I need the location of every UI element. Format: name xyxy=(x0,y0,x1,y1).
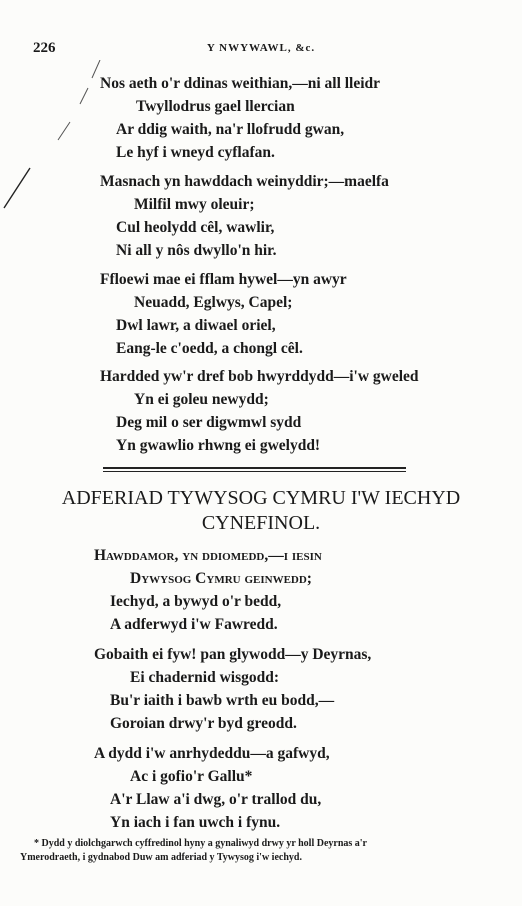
verse-line: Ei chadernid wisgodd: xyxy=(130,669,280,686)
verse-line: Goroian drwy'r byd greodd. xyxy=(110,715,297,732)
verse-line: Neuadd, Eglwys, Capel; xyxy=(134,294,293,311)
verse-line: Bu'r iaith i bawb wrth eu bodd,— xyxy=(110,692,335,709)
verse-line: Deg mil o ser digwmwl sydd xyxy=(116,414,302,431)
poem-title: ADFERIAD TYWYSOG CYMRU I'W IECHYD xyxy=(61,487,461,509)
section-divider xyxy=(103,467,406,469)
verse-line: Cul heolydd cêl, wawlir, xyxy=(116,219,275,236)
verse-line: Iechyd, a bywyd o'r bedd, xyxy=(110,593,282,610)
poem-title-continued: CYNEFINOL. xyxy=(201,512,321,534)
verse-line: Hardded yw'r dref bob hwyrddydd—i'w gweled xyxy=(100,368,419,385)
verse-line: Gobaith ei fyw! pan glywodd—y Deyrnas, xyxy=(94,646,372,663)
running-head: Y NWYWAWL, &c. xyxy=(206,42,316,54)
page-header xyxy=(0,40,522,60)
verse-line: A dydd i'w anrhydeddu—a gafwyd, xyxy=(94,745,330,762)
verse-line: Dywysog Cymru geinwedd; xyxy=(130,570,312,587)
verse-line: Yn ei goleu newydd; xyxy=(134,391,269,408)
footnote-line: * Dydd y diolchgarwch cyffredinol hyny a gynaliwyd drwy yr holl Deyrnas a'r xyxy=(34,838,367,849)
verse-line: Ar ddig waith, na'r llofrudd gwan, xyxy=(116,121,345,138)
verse-line: Ac i gofio'r Gallu* xyxy=(130,768,253,785)
verse-line: A'r Llaw a'i dwg, o'r trallod du, xyxy=(110,791,322,808)
verse-line: Ffloewi mae ei fflam hywel—yn awyr xyxy=(100,271,347,288)
verse-line: Masnach yn hawddach weinyddir;—maelfa xyxy=(100,173,389,190)
verse-line: Yn gwawlio rhwng ei gwelydd! xyxy=(116,437,321,454)
verse-line: Dwl lawr, a diwael oriel, xyxy=(116,317,276,334)
verse-line: Le hyf i wneyd cyflafan. xyxy=(116,144,275,161)
verse-line: Nos aeth o'r ddinas weithian,—ni all lleidr xyxy=(100,75,381,92)
verse-line: Ni all y nôs dwyllo'n hir. xyxy=(116,242,277,259)
verse-line: Eang-le c'oedd, a chongl cêl. xyxy=(116,340,303,357)
verse-line: Hawddamor, yn ddiomedd,—i iesin xyxy=(94,547,322,564)
footnote-line: Ymerodraeth, i gydnabod Duw am adferiad y Tywysog i'w iechyd. xyxy=(20,852,302,863)
verse-line: A adferwyd i'w Fawredd. xyxy=(110,616,278,633)
section-divider-thin xyxy=(103,471,406,472)
verse-line: Yn iach i fan uwch i fynu. xyxy=(110,814,281,831)
verse-line: Twyllodrus gael llercian xyxy=(136,98,295,115)
page-number: 226 xyxy=(33,40,56,56)
verse-line: Milfil mwy oleuir; xyxy=(134,196,255,213)
